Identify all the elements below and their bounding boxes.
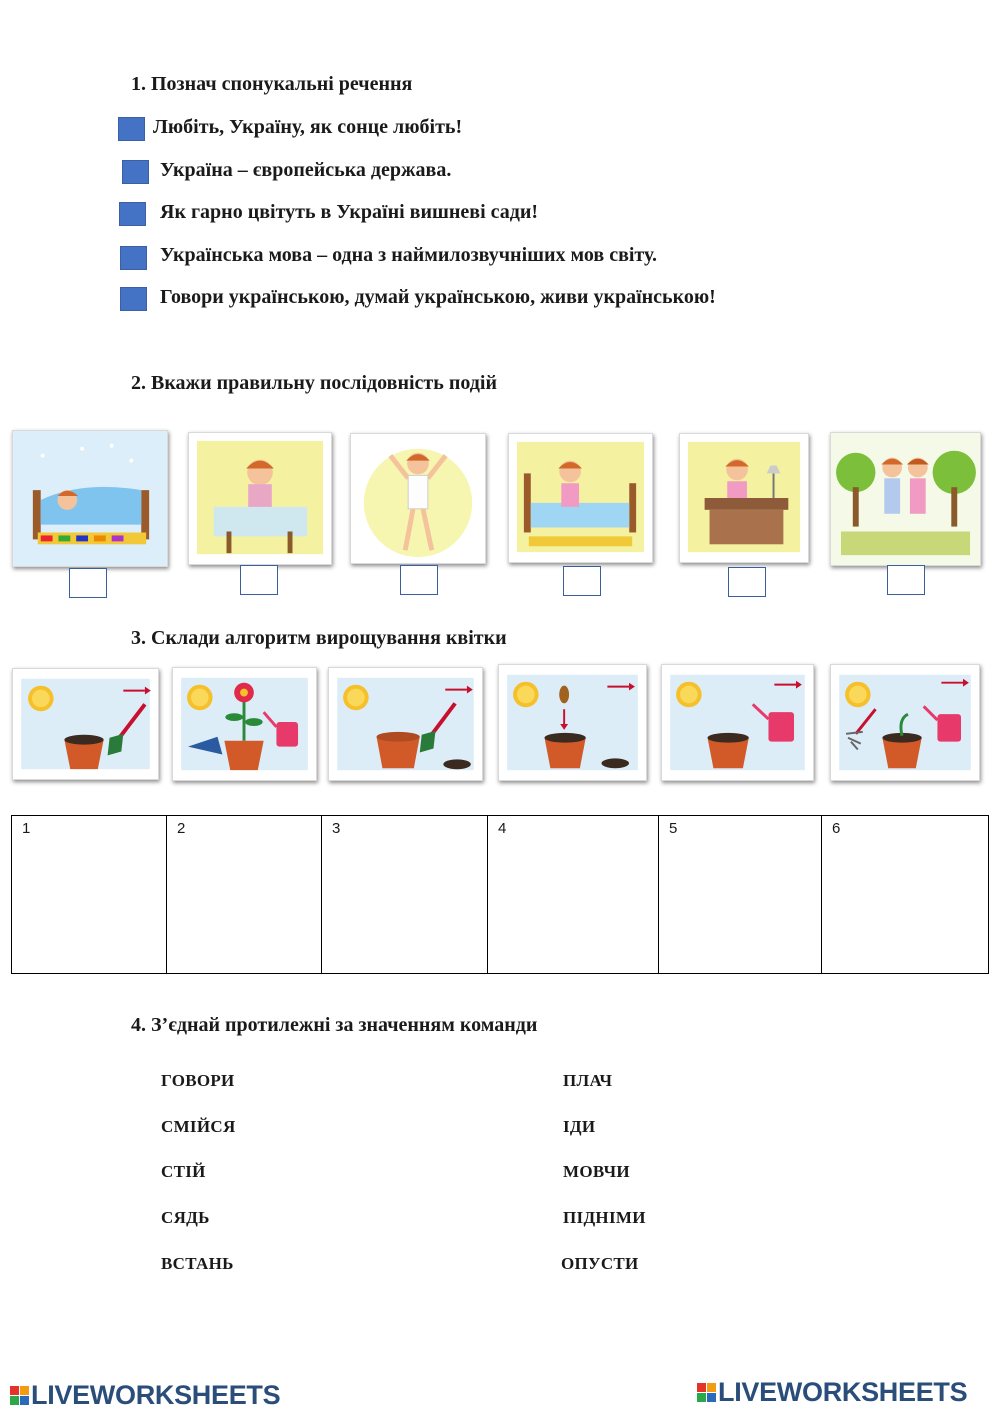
sentence-4: Українська мова – одна з наймилозвучніших мов світу. [160, 244, 657, 266]
sentence-checkbox-4[interactable] [120, 246, 147, 270]
command-right-2[interactable]: ІДИ [563, 1117, 596, 1136]
section-1-heading: 1. Познач спонукальні речення [131, 73, 413, 95]
sentence-checkbox-3[interactable] [119, 202, 146, 226]
sentence-checkbox-2[interactable] [122, 160, 149, 184]
picture-flower-watering-can [172, 667, 317, 781]
cell-number: 6 [832, 820, 841, 837]
sentence-2: Україна – європейська держава. [160, 159, 452, 181]
algorithm-cell-2[interactable] [167, 816, 322, 974]
section-3-heading: 3. Склади алгоритм вирощування квітки [131, 627, 507, 649]
picture-girl-homework [679, 433, 809, 563]
algorithm-cell-6[interactable] [822, 816, 989, 974]
picture-girl-breakfast [188, 432, 332, 565]
sequence-answer-3[interactable] [400, 565, 438, 595]
command-right-5[interactable]: ОПУСТИ [561, 1254, 639, 1273]
algorithm-cell-1[interactable] [12, 816, 167, 974]
sequence-answer-5[interactable] [728, 567, 766, 597]
picture-pot-soil-shovel [12, 668, 159, 780]
algorithm-table [11, 815, 989, 974]
section-2-heading: 2. Вкажи правильну послідовність подій [131, 372, 497, 394]
logo-icon [10, 1386, 29, 1405]
cell-number: 1 [22, 820, 31, 837]
cell-number: 4 [498, 820, 507, 837]
cell-number: 5 [669, 820, 678, 837]
sentence-checkbox-1[interactable] [118, 117, 145, 141]
liveworksheets-logo-left [10, 1380, 280, 1411]
command-left-3[interactable]: СТІЙ [161, 1162, 206, 1181]
sequence-answer-2[interactable] [240, 565, 278, 595]
logo-icon [697, 1383, 716, 1402]
command-right-4[interactable]: ПІДНІМИ [563, 1208, 646, 1227]
picture-girl-sleeping [12, 430, 168, 567]
command-right-1[interactable]: ПЛАЧ [563, 1071, 613, 1090]
sentence-5: Говори українською, думай українською, живи українською! [160, 286, 716, 308]
algorithm-cell-5[interactable] [659, 816, 822, 974]
section-4-heading: 4. З’єднай протилежні за значенням команди [131, 1014, 538, 1036]
picture-girls-walking [830, 432, 981, 566]
picture-seed-planted [498, 664, 647, 781]
algorithm-cell-3[interactable] [322, 816, 488, 974]
picture-empty-pot-shovel [328, 667, 483, 781]
picture-girl-waking [508, 433, 653, 563]
liveworksheets-logo-right [697, 1377, 967, 1408]
sentence-checkbox-5[interactable] [120, 287, 147, 311]
sentence-1: Любіть, Україну, як сонце любіть! [153, 116, 463, 138]
sequence-answer-6[interactable] [887, 565, 925, 595]
picture-pot-sprout-rake [830, 664, 980, 781]
sentence-3: Як гарно цвітуть в Україні вишневі сади! [160, 201, 539, 223]
cell-number: 2 [177, 820, 186, 837]
command-left-2[interactable]: СМІЙСЯ [161, 1117, 236, 1136]
algorithm-cell-4[interactable] [488, 816, 659, 974]
sequence-answer-4[interactable] [563, 566, 601, 596]
sequence-answer-1[interactable] [69, 568, 107, 598]
logo-text: LIVEWORKSHEETS [718, 1377, 968, 1407]
command-left-1[interactable]: ГОВОРИ [161, 1071, 235, 1090]
picture-girl-exercise [350, 433, 486, 564]
command-right-3[interactable]: МОВЧИ [563, 1162, 630, 1181]
cell-number: 3 [332, 820, 341, 837]
picture-pot-watering-can [661, 664, 814, 781]
command-left-5[interactable]: ВСТАНЬ [161, 1254, 234, 1273]
command-left-4[interactable]: СЯДЬ [161, 1208, 210, 1227]
logo-text: LIVEWORKSHEETS [31, 1380, 281, 1410]
